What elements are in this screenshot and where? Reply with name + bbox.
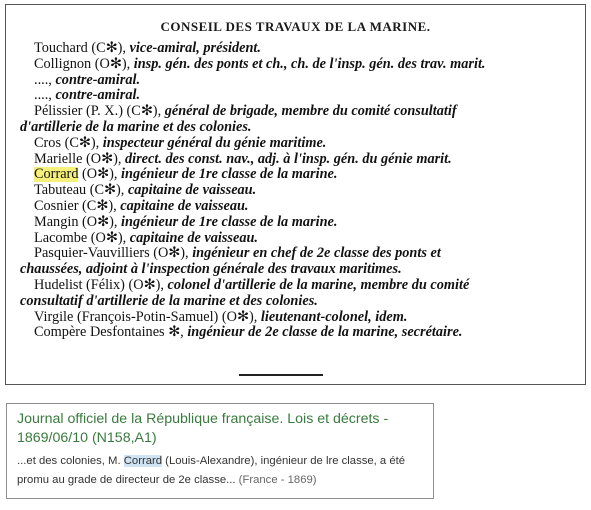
scan-line [18, 88, 578, 104]
scan-entries [18, 41, 578, 341]
entry-name: Pasquier-Vauvilliers (O✻), [34, 246, 189, 262]
entry-name: Cosnier (C✻), [34, 198, 117, 214]
snippet-text-before: ...et des colonies, M. [17, 455, 124, 467]
scan-heading: CONSEIL DES TRAVAUX DE LA MARINE. [160, 19, 431, 34]
snippet-highlight: Corrard [123, 455, 163, 467]
entry-description: ingénieur en chef de 2e classe des ponts et [188, 246, 441, 262]
entry-description: colonel d'artillerie de la marine, membre du comité [163, 277, 470, 293]
entry-description: chaussées, adjoint à l'inspection générale des travaux maritimes. [20, 262, 402, 278]
result-title-link[interactable]: Journal officiel de la République française. Lois et décrets - 1869/06/10 (N158,A1) [17, 411, 389, 446]
scan-line [18, 183, 578, 199]
entry-name: Cros (C✻), [34, 135, 100, 151]
entry-description: capitaine de vaisseau. [126, 230, 259, 246]
entry-name: Hudelist (Félix) (O✻), [34, 277, 164, 293]
scan-line [18, 104, 578, 120]
entry-name: Marielle (O✻), [34, 151, 122, 167]
scan-line [18, 246, 578, 262]
snippet-meta: (France - 1869) [235, 474, 317, 486]
entry-name: ...., [34, 88, 52, 104]
entry-name: Lacombe (O✻), [34, 230, 127, 246]
entry-name: Collignon (O✻), [34, 56, 131, 72]
entry-name: ...., [34, 72, 52, 88]
entry-description: ingénieur de 1re classe de la marine. [117, 214, 338, 230]
entry-name: Pélissier (P. X.) (C✻), [34, 104, 162, 120]
entry-description: direct. des const. nav., adj. à l'insp. gén. du génie marit. [121, 151, 452, 167]
entry-name: Touchard (C✻), [34, 41, 126, 56]
scan-line [18, 120, 578, 136]
entry-description: contre-amiral. [51, 72, 141, 88]
closing-rule [239, 374, 323, 376]
entry-description: général de brigade, membre du comité consultatif [161, 104, 457, 120]
entry-name: Mangin (O✻), [34, 214, 118, 230]
scan-line [18, 215, 578, 231]
search-result-card [6, 403, 434, 499]
scan-line [18, 57, 578, 73]
scan-line [18, 136, 578, 152]
result-snippet [17, 452, 423, 490]
scan-line [18, 231, 578, 247]
entry-description: capitaine de vaisseau. [116, 198, 249, 214]
entry-description: d'artillerie de la marine et des colonies. [20, 119, 252, 135]
entry-description: ingénieur de 1re classe de la marine. [117, 167, 338, 183]
scan-line [18, 41, 578, 57]
scan-line [18, 310, 578, 326]
entry-description: ingénieur de 2e classe de la marine, secrétaire. [183, 325, 463, 341]
entry-name-rest: (O✻), [78, 167, 118, 183]
entry-description: inspecteur général du génie maritime. [99, 135, 327, 151]
scan-line [18, 152, 578, 168]
highlighted-name: Corrard [34, 167, 79, 183]
newspaper-scan [5, 4, 586, 385]
entry-name: Tabuteau (C✻), [34, 183, 125, 199]
scan-line [18, 167, 578, 183]
scan-line [18, 73, 578, 89]
entry-description: lieutenant-colonel, idem. [257, 309, 408, 325]
entry-description: vice-amiral, président. [125, 41, 261, 56]
entry-name: Compère Desfontaines ✻, [34, 325, 184, 341]
entry-description: contre-amiral. [51, 88, 141, 104]
scan-line [18, 199, 578, 215]
entry-description: consultatif d'artillerie de la marine et des colonies. [20, 293, 318, 309]
scan-line [18, 262, 578, 278]
scan-line [18, 325, 578, 341]
entry-name: Virgile (François-Potin-Samuel) (O✻), [34, 309, 258, 325]
snippet-text-after: (Louis-Alexandre), ingénieur de lre classe, a été promu au grade de directeur de 2e classe... [17, 455, 406, 486]
entry-description: capitaine de vaisseau. [124, 183, 257, 199]
scan-line [18, 278, 578, 294]
entry-description: insp. gén. des ponts et ch., ch. de l'insp. gén. des trav. marit. [130, 56, 486, 72]
scan-line [18, 294, 578, 310]
